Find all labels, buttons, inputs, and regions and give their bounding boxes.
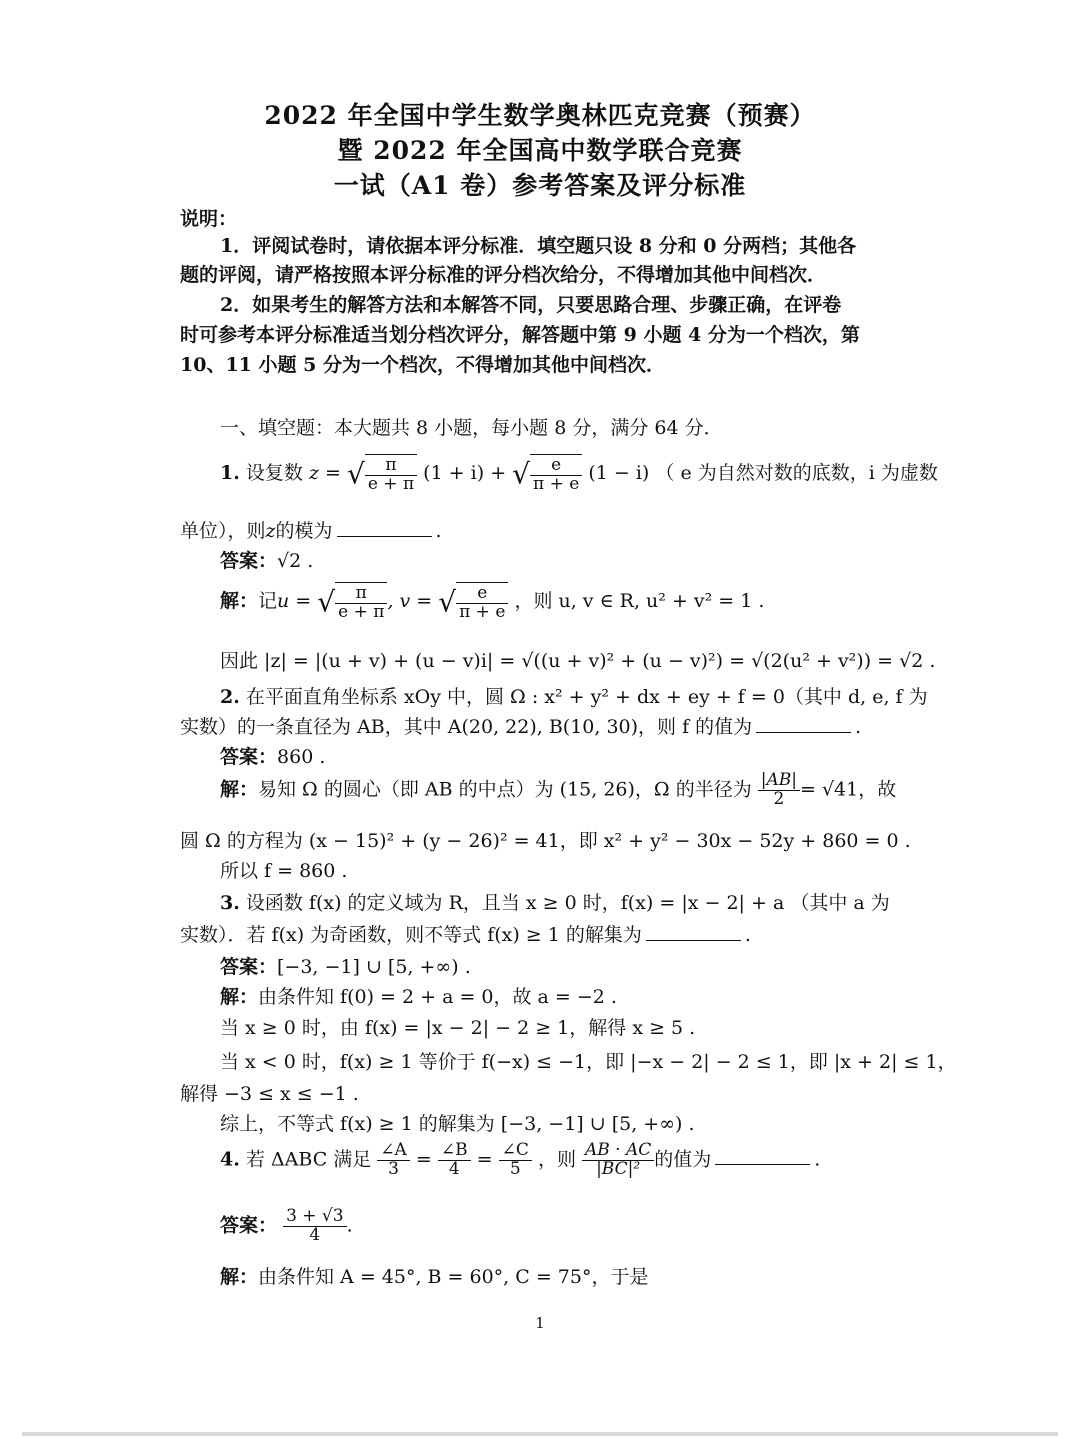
q4-answer-end: .: [346, 1214, 353, 1237]
q1-text-c: 的模为: [275, 520, 333, 542]
q1-frac-2-num: e: [530, 457, 582, 476]
q2-solution-line-3: 所以 f = 860 .: [220, 860, 348, 882]
q1-solution-line-2: 因此 |z| = |(u + v) + (u − v)i| = √((u + v)² + (u − v)²) = √(2(u² + v²)) = √2 .: [220, 650, 936, 672]
q4-frac-a-num: ∠A: [377, 1142, 410, 1161]
q4-frac-b-num: ∠B: [438, 1142, 471, 1161]
q1-frac-2: [530, 457, 582, 494]
answer-label: 答案：: [220, 956, 278, 978]
q4-frac-a-den: 3: [388, 1158, 399, 1179]
q4-vector-num: AB · AC: [582, 1142, 654, 1161]
note-2-line-2: 时可参考本评分标准适当划分档次评分，解答题中第 9 小题 4 分为一个档次，第: [180, 324, 860, 346]
q4-equals: =: [476, 1148, 493, 1171]
q3-text-a: 设函数 f(x) 的定义域为 R，且当 x ≥ 0 时，f(x) = |x − 2| + a （其中 a 为: [245, 892, 890, 914]
q3-line-2: [180, 920, 905, 947]
page-number: 1: [535, 1314, 545, 1332]
q3-text-b: 实数）．若 f(x) 为奇函数，则不等式 f(x) ≥ 1 的解集为: [180, 924, 642, 946]
q1-line-1: [220, 454, 938, 494]
q3-line-1: [220, 888, 905, 915]
q4-frac-a: [377, 1142, 410, 1179]
q2-line-2: [180, 712, 905, 739]
q1-factor-1: (1 + i) +: [423, 461, 507, 484]
q1-solution-line-1: [220, 582, 905, 622]
q2-answer-line: [220, 742, 905, 769]
q2-answer: 860 .: [277, 746, 326, 768]
title-line-2: 暨 2022 年全国高中数学联合竞赛: [337, 136, 743, 165]
q3-answer-line: [220, 952, 905, 979]
q1-sol-text-b: ，则 u, v ∈ R, u² + v² = 1 .: [514, 589, 765, 612]
q1-sol-sqrt-1: [335, 582, 387, 622]
q4-line-1: [220, 1142, 905, 1179]
sqrt-symbol: √: [512, 457, 531, 491]
q1-sol-frac-1-num: π: [335, 585, 387, 604]
q4-text-b: ，则: [537, 1148, 576, 1171]
q3-solution-line-2: 当 x ≥ 0 时，由 f(x) = |x − 2| − 2 ≥ 1，解得 x ≥ 5 .: [220, 1017, 696, 1039]
q1-sol-frac-1-den: e + π: [338, 601, 385, 622]
q1-text-b: 单位），则: [180, 520, 266, 542]
q1-sqrt-1: [365, 454, 417, 494]
q3-solution-line-1: [220, 982, 905, 1009]
q1-sol-frac-1: [335, 585, 387, 622]
q2-line-1: [220, 682, 928, 709]
q3-number: 3.: [220, 892, 240, 914]
q4-answer-den: 4: [309, 1224, 321, 1245]
q4-solution-line-1: [220, 1262, 905, 1289]
q4-end: .: [814, 1148, 821, 1171]
note-2-line-3: 10、11 小题 5 分为一个档次，不得增加其他中间档次．: [180, 354, 665, 376]
q2-sol-text-b: = √41，故: [799, 778, 897, 801]
sqrt-symbol: √: [438, 585, 457, 619]
q4-answer-frac: [283, 1208, 347, 1245]
q4-text-a: 若 ΔABC 满足: [245, 1148, 372, 1171]
q2-end: .: [855, 716, 862, 738]
q1-answer-line: [220, 546, 905, 573]
q1-z: z =: [308, 461, 341, 484]
q1-number: 1.: [220, 461, 240, 484]
note-2-line-1: 2．如果考生的解答方法和本解答不同，只要思路合理、步骤正确，在评卷: [220, 294, 842, 316]
q2-radius-den: 2: [773, 788, 785, 809]
q2-answer-blank: [756, 714, 851, 733]
q1-answer: √2 .: [277, 550, 314, 572]
q4-vector-frac: [582, 1142, 654, 1179]
q1-frac-1-num: π: [365, 457, 417, 476]
q4-vector-den: |BC|²: [596, 1158, 641, 1179]
q2-solution-line-2: 圆 Ω 的方程为 (x − 15)² + (y − 26)² = 41，即 x² + y² − 30x − 52y + 860 = 0 .: [180, 830, 911, 852]
title-line-3: 一试（A1 卷）参考答案及评分标准: [333, 171, 747, 200]
q4-sol-text: 由条件知 A = 45°, B = 60°, C = 75°，于是: [258, 1266, 649, 1288]
q4-text-c: 的值为: [654, 1148, 712, 1171]
q1-line-2: [180, 516, 905, 543]
q4-equals: =: [415, 1148, 432, 1171]
section-1-heading: 一、填空题：本大题共 8 小题，每小题 8 分，满分 64 分．: [220, 417, 723, 439]
solution-label: 解：: [220, 778, 259, 801]
q2-sol-text-a: 易知 Ω 的圆心（即 AB 的中点）为 (15, 26)，Ω 的半径为: [258, 778, 752, 801]
q1-z-var: z: [265, 520, 276, 542]
bottom-divider: [22, 1432, 1058, 1436]
q2-text-a: 在平面直角坐标系 xOy 中，圆 Ω : x² + y² + dx + ey + f = 0（其中 d, e, f 为: [245, 686, 928, 708]
q1-sqrt-2: [530, 454, 582, 494]
answer-label: 答案：: [220, 1214, 278, 1237]
q4-frac-b: [438, 1142, 471, 1179]
q1-sol-frac-2-den: π + e: [459, 601, 506, 622]
q3-answer-blank: [646, 922, 741, 941]
q3-answer: [−3, −1] ∪ [5, +∞) .: [277, 956, 471, 978]
q3-solution-line-4: 解得 −3 ≤ x ≤ −1 .: [180, 1083, 359, 1105]
solution-label: 解：: [220, 1266, 259, 1288]
q4-frac-c-den: 5: [509, 1158, 521, 1179]
q4-number: 4.: [220, 1148, 240, 1171]
solution-label: 解：: [220, 986, 259, 1008]
sqrt-symbol: √: [317, 585, 336, 619]
q1-v: , v =: [387, 589, 433, 612]
q1-sol-sqrt-2: [456, 582, 508, 622]
q4-frac-c-num: ∠C: [499, 1142, 532, 1161]
note-1-line-1: 1．评阅试卷时，请依据本评分标准．填空题只设 8 分和 0 分两档；其他各: [220, 235, 857, 257]
q1-u: u =: [277, 589, 312, 612]
q4-answer-num: 3 + √3: [283, 1208, 347, 1227]
answer-label: 答案：: [220, 550, 278, 572]
q2-radius-frac: [758, 772, 800, 809]
answer-label: 答案：: [220, 746, 278, 768]
q1-end: .: [435, 520, 442, 542]
q4-answer-blank: [715, 1146, 810, 1165]
q1-frac-1-den: e + π: [367, 473, 415, 494]
q1-sol-text-a: 记: [258, 589, 278, 612]
q1-sol-frac-2: [456, 585, 508, 622]
q3-end: .: [744, 924, 751, 946]
q3-solution-line-3: 当 x < 0 时，f(x) ≥ 1 等价于 f(−x) ≤ −1，即 |−x − 2| − 2 ≤ 1，即 |x + 2| ≤ 1，: [220, 1051, 957, 1073]
q1-frac-2-den: π + e: [533, 473, 580, 494]
sqrt-symbol: √: [346, 457, 365, 491]
notes-label: 说明：: [180, 208, 238, 230]
q4-frac-c: [499, 1142, 532, 1179]
q1-frac-1: [365, 457, 417, 494]
q1-factor-2: (1 − i): [588, 461, 650, 484]
q1-text-a: 设复数: [245, 461, 303, 484]
note-1-line-2: 题的评阅，请严格按照本评分标准的评分档次给分，不得增加其他中间档次．: [180, 264, 827, 286]
title-line-1: 2022 年全国中学生数学奥林匹克竞赛（预赛）: [264, 101, 816, 130]
solution-label: 解：: [220, 589, 259, 612]
q1-answer-blank: [337, 518, 432, 537]
q2-radius-num: |AB|: [758, 772, 800, 791]
q4-answer-line: [220, 1208, 905, 1245]
q1-sol-frac-2-num: e: [456, 585, 508, 604]
q2-text-b: 实数）的一条直径为 AB，其中 A(20, 22), B(10, 30)，则 f 的值为: [180, 716, 753, 738]
q2-number: 2.: [220, 686, 240, 708]
q1-note: （ e 为自然对数的底数，i 为虚数: [655, 461, 938, 484]
q4-frac-b-den: 4: [448, 1158, 460, 1179]
q3-solution-line-5: 综上，不等式 f(x) ≥ 1 的解集为 [−3, −1] ∪ [5, +∞) .: [220, 1113, 695, 1135]
q3-sol-text-a: 由条件知 f(0) = 2 + a = 0，故 a = −2 .: [258, 986, 617, 1008]
q2-solution-line-1: [220, 772, 905, 809]
